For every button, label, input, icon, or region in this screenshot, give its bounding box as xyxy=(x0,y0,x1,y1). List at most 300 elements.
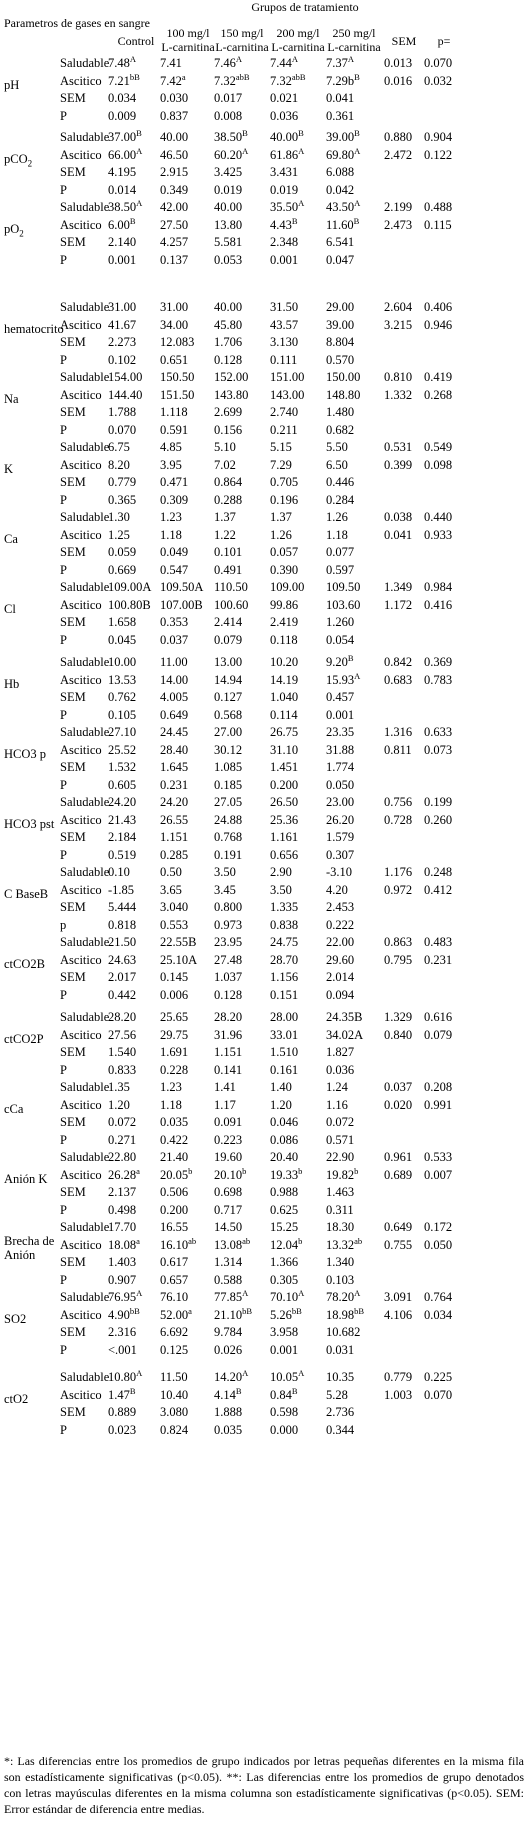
table-cell xyxy=(214,475,242,489)
row-label: P xyxy=(60,632,67,647)
cell-value: 99.86 xyxy=(270,597,299,612)
cell-value: 1.118 xyxy=(160,405,188,419)
table-cell xyxy=(214,633,242,647)
table-cell xyxy=(214,883,236,897)
cell-value: 14.20 xyxy=(214,1370,243,1384)
cell-value: 1.17 xyxy=(214,1097,236,1112)
table-cell xyxy=(160,388,194,402)
table-cell xyxy=(108,865,130,879)
table-cell xyxy=(214,725,242,739)
cell-value: 3.65 xyxy=(160,882,182,897)
cell-value: 143.80 xyxy=(214,387,249,402)
table-cell xyxy=(384,813,412,827)
cell-value: 31.00 xyxy=(108,300,137,314)
significance-letter: a xyxy=(181,71,186,82)
cell-value: 25.65 xyxy=(160,1010,189,1024)
table-cell xyxy=(108,1255,136,1269)
table-cell xyxy=(326,528,348,542)
table-cell xyxy=(326,865,352,879)
cell-value: 0.053 xyxy=(214,252,243,267)
table-cell xyxy=(270,300,298,314)
table-cell xyxy=(160,743,188,757)
table-cell xyxy=(270,1203,298,1217)
cell-value: 0.231 xyxy=(424,952,453,967)
row-label: P xyxy=(60,492,67,507)
table-cell xyxy=(384,935,412,949)
row-label: P xyxy=(60,562,67,577)
cell-value: 0.446 xyxy=(326,475,355,489)
table-cell xyxy=(270,388,304,402)
cell-value: 0.588 xyxy=(214,1272,243,1287)
table-cell xyxy=(424,528,452,542)
significance-letter: B xyxy=(354,71,360,82)
cell-value: 28.40 xyxy=(160,742,189,757)
cell-value: 0.196 xyxy=(270,492,299,507)
table-cell xyxy=(108,318,136,332)
cell-value: 26.28 xyxy=(108,1167,137,1182)
table-cell xyxy=(214,778,242,792)
cell-value: 20.40 xyxy=(270,1150,299,1164)
table-cell xyxy=(160,1343,188,1357)
table-cell xyxy=(108,953,136,967)
table-cell xyxy=(326,1133,354,1147)
cell-value: 8.804 xyxy=(326,335,355,349)
table-cell xyxy=(108,1405,136,1419)
table-cell xyxy=(108,673,136,687)
table-cell xyxy=(214,795,242,809)
cell-value: 0.151 xyxy=(270,987,299,1002)
significance-letter: B xyxy=(353,215,360,226)
cell-value: 0.698 xyxy=(214,1185,243,1199)
cell-value: 13.53 xyxy=(108,672,137,687)
table-cell xyxy=(384,1028,412,1042)
table-cell xyxy=(160,865,182,879)
row-label: Saludable xyxy=(60,1150,110,1164)
table-cell xyxy=(326,388,360,402)
table-cell xyxy=(214,388,248,402)
table-cell xyxy=(384,673,412,687)
cell-value: 21.43 xyxy=(108,812,137,827)
table-cell xyxy=(326,440,348,454)
cell-value: 0.768 xyxy=(214,830,243,844)
cell-value: 76.95 xyxy=(108,1290,137,1304)
table-cell xyxy=(270,200,304,214)
cell-value: 1.349 xyxy=(384,580,413,594)
cell-value: 7.32 xyxy=(270,73,292,88)
table-cell xyxy=(424,883,452,897)
table-cell xyxy=(160,778,188,792)
table-cell xyxy=(424,655,452,669)
table-cell xyxy=(270,1255,298,1269)
cell-value: 0.800 xyxy=(214,900,243,914)
table-cell xyxy=(270,1185,298,1199)
cell-value: 1.176 xyxy=(384,865,413,879)
cell-value: 2.473 xyxy=(384,217,413,232)
table-cell xyxy=(326,813,354,827)
cell-value: 0.070 xyxy=(424,56,453,70)
table-cell xyxy=(384,743,412,757)
cell-value: 7.29b xyxy=(326,73,355,88)
cell-value: 1.37 xyxy=(214,510,236,524)
table-cell xyxy=(270,1305,302,1322)
cell-value: 0.006 xyxy=(160,987,189,1002)
table-cell xyxy=(270,1343,298,1357)
cell-value: 2.017 xyxy=(108,970,137,984)
row-label: Ascitico xyxy=(60,147,102,162)
table-cell xyxy=(424,200,452,214)
cell-value: 1.827 xyxy=(326,1045,355,1059)
table-cell xyxy=(214,218,242,232)
table-cell xyxy=(160,813,188,827)
table-cell xyxy=(108,300,136,314)
table-cell xyxy=(108,458,130,472)
cell-value: 4.20 xyxy=(326,882,348,897)
table-cell xyxy=(270,988,298,1002)
cell-value: 0.122 xyxy=(424,147,453,162)
table-cell xyxy=(160,71,186,88)
cell-value: 1.540 xyxy=(108,1045,137,1059)
table-cell xyxy=(214,510,236,524)
cell-value: 1.340 xyxy=(326,1255,355,1269)
cell-value: 0.079 xyxy=(214,632,243,647)
cell-value: 0.617 xyxy=(160,1255,189,1269)
column-header-1: 100 mg/l L-carnitina xyxy=(161,26,215,54)
cell-value: 1.691 xyxy=(160,1045,189,1059)
significance-letter: B xyxy=(291,215,298,226)
table-cell xyxy=(424,795,452,809)
table-cell xyxy=(270,423,298,437)
cell-value: 0.285 xyxy=(160,847,189,862)
table-cell xyxy=(326,615,354,629)
significance-letter: A xyxy=(291,54,299,64)
table-cell xyxy=(424,1290,452,1304)
table-cell xyxy=(160,218,188,232)
cell-value: 28.00 xyxy=(270,1010,299,1024)
table-cell xyxy=(108,900,136,914)
table-cell xyxy=(214,130,248,144)
cell-value: 1.532 xyxy=(108,760,137,774)
cell-value: 35.50 xyxy=(270,200,299,214)
cell-value: 18.98 xyxy=(326,1307,355,1322)
table-cell xyxy=(214,760,242,774)
row-label: Ascitico xyxy=(60,1167,102,1182)
cell-value: 0.072 xyxy=(108,1115,137,1129)
table-cell xyxy=(326,1290,360,1304)
cell-value: 40.00 xyxy=(214,300,243,314)
cell-value: 24.63 xyxy=(108,952,137,967)
significance-letter: bB xyxy=(242,1305,253,1316)
table-cell xyxy=(160,795,188,809)
cell-value: 16.55 xyxy=(160,1220,189,1234)
cell-value: 22.00 xyxy=(326,935,355,949)
table-cell xyxy=(270,900,298,914)
cell-value: 0.549 xyxy=(424,440,453,454)
cell-value: 0.353 xyxy=(160,615,189,629)
table-cell xyxy=(108,145,143,162)
significance-letter: bB xyxy=(129,71,140,82)
row-label: Ascitico xyxy=(60,812,102,827)
cell-value: 143.00 xyxy=(270,387,305,402)
cell-value: 4.14 xyxy=(214,1387,236,1402)
cell-value: 6.75 xyxy=(108,440,130,454)
significance-letter: A xyxy=(136,198,143,208)
cell-value: <.001 xyxy=(108,1342,137,1357)
table-cell xyxy=(214,1203,242,1217)
cell-value: 69.80 xyxy=(326,147,355,162)
row-label: SEM xyxy=(60,545,86,559)
table-cell xyxy=(160,165,188,179)
table-cell xyxy=(108,1080,130,1094)
row-label: Saludable xyxy=(60,56,110,70)
cell-value: 4.90 xyxy=(108,1307,130,1322)
cell-value: 21.40 xyxy=(160,1150,189,1164)
table-cell xyxy=(160,988,188,1002)
cell-value: 0.491 xyxy=(214,562,243,577)
cell-value: 0.498 xyxy=(108,1202,137,1217)
table-cell xyxy=(214,708,242,722)
cell-value: 26.75 xyxy=(270,725,299,739)
cell-value: 0.079 xyxy=(424,1027,453,1042)
table-cell xyxy=(214,900,242,914)
table-cell xyxy=(160,183,188,197)
table-cell xyxy=(270,813,298,827)
table-cell xyxy=(424,1150,452,1164)
cell-value: 45.80 xyxy=(214,317,243,332)
table-cell xyxy=(270,563,298,577)
table-cell xyxy=(160,235,188,249)
parameter-label: cCa xyxy=(4,1102,24,1116)
table-cell xyxy=(108,1305,140,1322)
significance-letter: a xyxy=(136,1235,140,1246)
table-cell xyxy=(214,440,236,454)
table-cell xyxy=(160,1098,182,1112)
cell-value: 15.25 xyxy=(270,1220,299,1234)
cell-value: 0.128 xyxy=(214,987,243,1002)
column-header-6: p= xyxy=(437,34,451,48)
cell-value: 0.070 xyxy=(108,422,137,437)
table-cell xyxy=(160,405,188,419)
cell-value: 0.288 xyxy=(214,492,243,507)
table-cell xyxy=(270,935,298,949)
cell-value: 103.60 xyxy=(326,597,361,612)
cell-value: 0.222 xyxy=(326,917,355,932)
table-cell xyxy=(160,200,188,214)
table-cell xyxy=(384,865,412,879)
significance-letter: A xyxy=(242,1368,249,1378)
table-cell xyxy=(214,405,242,419)
cell-value: 43.57 xyxy=(270,317,299,332)
cell-value: 0.059 xyxy=(108,545,137,559)
cell-value: 13.80 xyxy=(214,217,243,232)
table-cell xyxy=(270,1028,298,1042)
parameter-label: Hb xyxy=(4,677,20,691)
cell-value: 9.20 xyxy=(326,655,348,669)
table-cell xyxy=(326,563,354,577)
cell-value: 7.46 xyxy=(214,56,236,70)
column-header-3: 200 mg/l L-carnitina xyxy=(271,26,325,54)
cell-value: 1.888 xyxy=(214,1405,243,1419)
cell-value: 0.598 xyxy=(270,1405,299,1419)
table-cell xyxy=(160,109,188,123)
cell-value: 1.037 xyxy=(214,970,243,984)
table-cell xyxy=(160,1063,188,1077)
significance-letter: B xyxy=(354,128,360,138)
cell-value: 0.268 xyxy=(424,387,453,402)
table-cell xyxy=(384,56,412,70)
table-cell xyxy=(270,795,298,809)
row-label: Saludable xyxy=(60,510,110,524)
parameter-label: C BaseB xyxy=(4,887,49,901)
table-cell xyxy=(108,1063,136,1077)
table-cell xyxy=(108,1010,136,1024)
row-label: Saludable xyxy=(60,725,110,739)
table-cell xyxy=(326,215,360,232)
cell-value: 0.406 xyxy=(424,300,453,314)
table-cell xyxy=(326,1185,354,1199)
cell-value: 0.349 xyxy=(160,182,189,197)
cell-value: 2.348 xyxy=(270,235,299,249)
table-cell xyxy=(108,1385,136,1402)
table-cell xyxy=(270,183,298,197)
table-cell xyxy=(326,353,354,367)
cell-value: 27.00 xyxy=(214,725,243,739)
cell-value: 27.50 xyxy=(160,217,189,232)
cell-value: 0.019 xyxy=(214,182,243,197)
cell-value: 0.309 xyxy=(160,492,189,507)
cell-value: 0.000 xyxy=(270,1422,299,1437)
cell-value: 0.228 xyxy=(160,1062,189,1077)
table-cell xyxy=(214,200,242,214)
table-cell xyxy=(326,655,354,669)
cell-value: 76.10 xyxy=(160,1290,189,1304)
cell-value: 28.70 xyxy=(270,952,299,967)
cell-value: 0.016 xyxy=(384,73,413,88)
table-cell xyxy=(270,1385,298,1402)
column-header-4: 250 mg/l L-carnitina xyxy=(327,26,381,54)
table-cell xyxy=(384,440,412,454)
table-cell xyxy=(270,615,298,629)
table-cell xyxy=(384,598,412,612)
cell-value: 0.307 xyxy=(326,847,355,862)
table-cell xyxy=(384,148,412,162)
table-cell xyxy=(326,510,348,524)
cell-value: 0.762 xyxy=(108,690,137,704)
cell-value: 18.08 xyxy=(108,1237,137,1252)
cell-value: 1.41 xyxy=(214,1080,236,1094)
row-label: SEM xyxy=(60,1405,86,1419)
cell-value: 19.60 xyxy=(214,1150,243,1164)
table-cell xyxy=(384,1150,412,1164)
table-cell xyxy=(270,91,298,105)
table-cell xyxy=(160,760,188,774)
cell-value: 23.95 xyxy=(214,935,243,949)
table-cell xyxy=(108,1423,136,1437)
cell-value: 1.510 xyxy=(270,1045,299,1059)
cell-value: 0.440 xyxy=(424,510,453,524)
cell-value: 27.56 xyxy=(108,1027,137,1042)
cell-value: 1.26 xyxy=(326,510,348,524)
significance-letter: bB xyxy=(129,1305,140,1316)
table-cell xyxy=(270,865,292,879)
cell-value: 0.591 xyxy=(160,422,189,437)
table-cell xyxy=(326,848,354,862)
table-cell xyxy=(214,918,242,932)
cell-value: 1.451 xyxy=(270,760,299,774)
cell-value: 152.00 xyxy=(214,370,249,384)
cell-value: 23.00 xyxy=(326,795,355,809)
cell-value: 0.021 xyxy=(270,91,299,105)
column-header-5: SEM xyxy=(391,34,417,48)
table-cell xyxy=(108,493,136,507)
table-cell xyxy=(108,109,136,123)
table-cell xyxy=(108,1045,136,1059)
table-cell xyxy=(214,813,242,827)
cell-value: 6.541 xyxy=(326,235,355,249)
table-cell xyxy=(160,545,188,559)
table-cell xyxy=(108,1185,136,1199)
cell-value: 0.369 xyxy=(424,655,453,669)
cell-value: 20.05 xyxy=(160,1167,189,1182)
table-cell xyxy=(214,300,242,314)
cell-value: 1.161 xyxy=(270,830,299,844)
row-label: Saludable xyxy=(60,935,110,949)
cell-value: 0.656 xyxy=(270,847,299,862)
table-cell xyxy=(384,1308,412,1322)
cell-value: 2.273 xyxy=(108,335,137,349)
table-cell xyxy=(214,1220,242,1234)
row-label: SEM xyxy=(60,690,86,704)
cell-value: 0.231 xyxy=(160,777,189,792)
cell-value: 1.332 xyxy=(384,387,413,402)
cell-value: 0.041 xyxy=(326,91,355,105)
table-cell xyxy=(214,165,242,179)
cell-value: 0.054 xyxy=(326,632,355,647)
cell-value: 7.37 xyxy=(326,56,348,70)
cell-value: 3.95 xyxy=(160,457,182,472)
significance-letter: b xyxy=(298,1165,303,1176)
cell-value: 0.506 xyxy=(160,1185,189,1199)
cell-value: 0.042 xyxy=(326,182,355,197)
cell-value: 0.412 xyxy=(424,882,453,897)
cell-value: 11.50 xyxy=(160,1370,188,1384)
table-cell xyxy=(424,300,452,314)
cell-value: 1.329 xyxy=(384,1010,413,1024)
cell-value: -3.10 xyxy=(326,865,353,879)
cell-value: 4.43 xyxy=(270,217,292,232)
table-cell xyxy=(424,813,452,827)
cell-value: 1.26 xyxy=(270,527,292,542)
table-cell xyxy=(326,1220,354,1234)
row-label: SEM xyxy=(60,900,86,914)
cell-value: 1.24 xyxy=(326,1080,348,1094)
cell-value: 0.013 xyxy=(384,56,413,70)
table-cell xyxy=(270,598,298,612)
cell-value: 1.579 xyxy=(326,830,355,844)
cell-value: 7.02 xyxy=(214,457,236,472)
cell-value: 1.788 xyxy=(108,405,137,419)
cell-value: 0.046 xyxy=(270,1115,299,1129)
table-cell xyxy=(326,690,354,704)
row-label: Ascitico xyxy=(60,217,102,232)
cell-value: 0.483 xyxy=(424,935,453,949)
table-cell xyxy=(108,545,136,559)
table-cell xyxy=(214,988,242,1002)
table-cell xyxy=(270,335,298,349)
table-cell xyxy=(108,510,130,524)
table-cell xyxy=(270,580,304,594)
cell-value: 0.889 xyxy=(108,1405,137,1419)
table-cell xyxy=(326,1343,354,1357)
